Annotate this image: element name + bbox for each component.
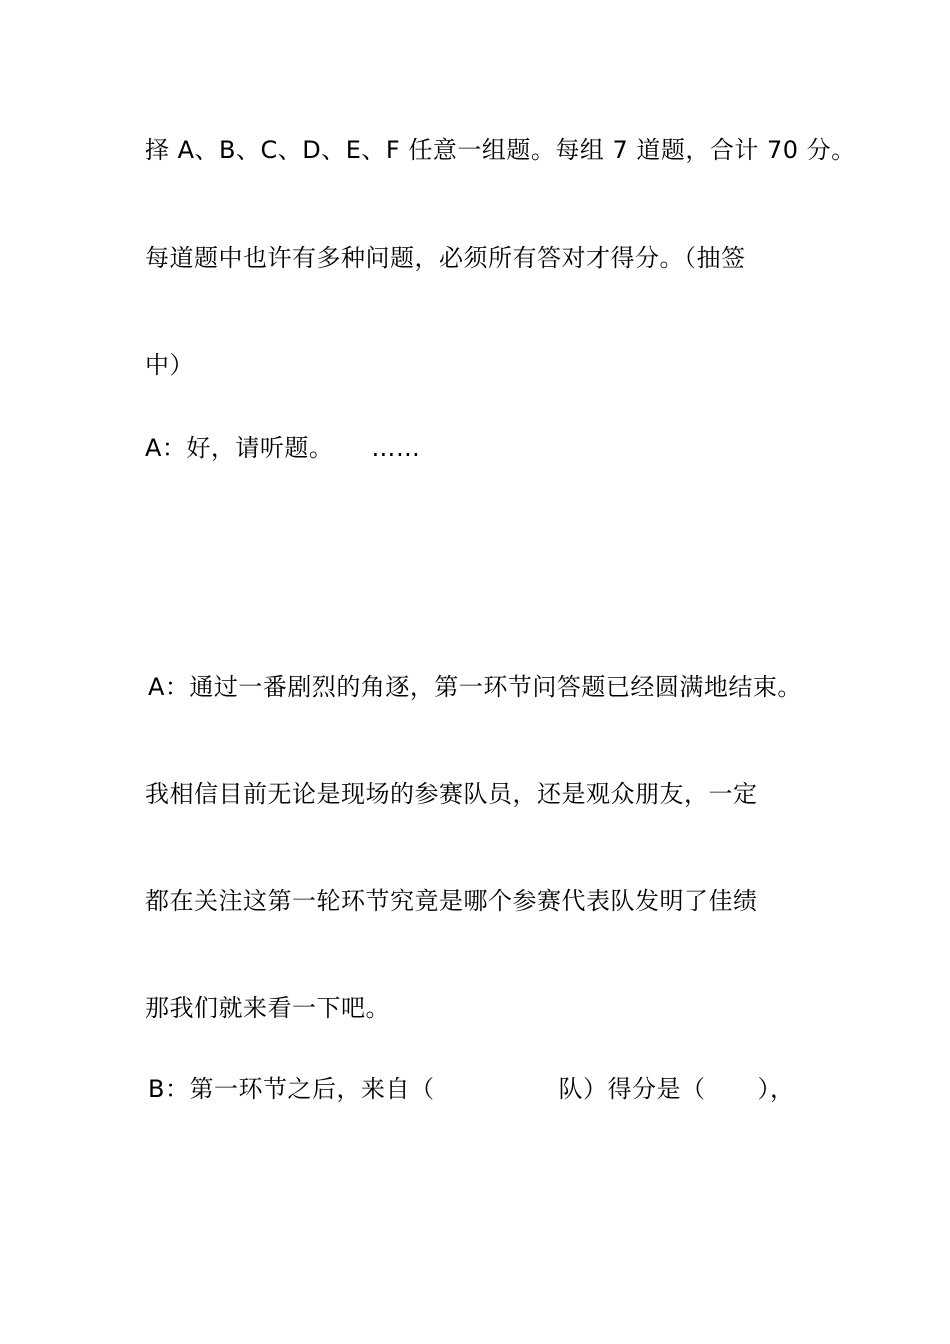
paragraph-line-6: 那我们就来看一下吧。 bbox=[145, 994, 390, 1022]
dialogue-line-b-1 bbox=[148, 1073, 794, 1105]
paragraph-line-1: 择 A、B、C、D、E、F 任意一组题。每组 7 道题，合计 70 分。 bbox=[145, 136, 856, 164]
dialogue-text: A：好，请听题。 bbox=[145, 434, 334, 462]
paragraph-line-4: 我相信目前无论是现场的参赛队员，还是观众朋友，一定 bbox=[145, 780, 758, 808]
dialogue-line-a-1 bbox=[145, 432, 420, 464]
paragraph-line-3: 中） bbox=[145, 351, 194, 379]
dialogue-text-3: ）， bbox=[757, 1075, 795, 1103]
dialogue-line-a-2: A：通过一番剧烈的角逐，第一环节问答题已经圆满地结束。 bbox=[148, 673, 802, 701]
dialogue-text: B：第一环节之后，来自（ bbox=[148, 1075, 435, 1103]
paragraph-line-2: 每道题中也许有多种问题，必须所有答对才得分。（抽签 bbox=[145, 244, 746, 272]
dialogue-text-2: 队）得分是（ bbox=[558, 1075, 706, 1103]
ellipsis: …… bbox=[371, 434, 421, 462]
paragraph-line-5: 都在关注这第一轮环节究竟是哪个参赛代表队发明了佳绩 bbox=[145, 887, 758, 915]
